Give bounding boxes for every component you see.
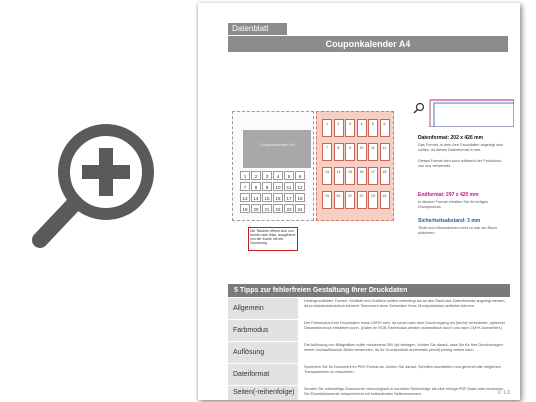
calendar-day-cell: 20 bbox=[251, 204, 261, 213]
tips-label: Seiten(-reihenfolge) bbox=[228, 386, 298, 400]
calendar-day-cell: 4 bbox=[273, 171, 283, 180]
calendar-day-cell: 24 bbox=[295, 204, 305, 213]
coupon-cell: 19 bbox=[322, 191, 332, 209]
tips-text: Speichern Sie Ihr Dokument im PDF-Format ab. Achten Sie darauf, Schriften einzubetten und generell alle möglichen Transparenzen zu reduzieren. bbox=[304, 365, 501, 374]
calendar-day-cell: 6 bbox=[295, 171, 305, 180]
coupon-cell: 7 bbox=[322, 143, 332, 161]
calendar-day-cell: 17 bbox=[284, 193, 294, 202]
calendar-day-cell: 3 bbox=[262, 171, 272, 180]
calendar-day-cell: 11 bbox=[284, 182, 294, 191]
calendar-layout-preview bbox=[228, 99, 392, 264]
tips-text: Hintergrundbilder, Farben, Verläufe und Grafiken sollten unbedingt bis an den Rand des Datenformats angelegt werden, da produktionstechnisch kleinere Toleranzen beim Schneiden Ihres Druckproduktes auftreten können. bbox=[304, 299, 506, 308]
coupon-cell: 15 bbox=[345, 167, 355, 185]
tips-row bbox=[228, 364, 510, 385]
data-format-heading: Datenformat: 202 x 426 mm bbox=[418, 135, 484, 141]
calendar-day-cell: 2 bbox=[251, 171, 261, 180]
coupon-cell: 20 bbox=[334, 191, 344, 209]
tips-label: Allgemein bbox=[228, 298, 298, 319]
tips-text: Senden Sie mehrseitige Dokumente chronologisch in korrekter Reihenfolge als eine einzige PDF-Datei oder benennen Sie Einzeldokumente entsprechend mit fortlaufenden Seitennummern. bbox=[304, 387, 504, 396]
cover-image-area bbox=[243, 130, 311, 168]
coupon-cell: 22 bbox=[357, 191, 367, 209]
calendar-day-cell: 14 bbox=[251, 193, 261, 202]
coupon-cell: 21 bbox=[345, 191, 355, 209]
coupon-cell: 4 bbox=[357, 119, 367, 137]
coupon-cell: 11 bbox=[368, 143, 378, 161]
coupon-cell: 13 bbox=[322, 167, 332, 185]
data-format-text: Das Format, in dem Ihre Druckdaten angelegt sein sollten, ist dieses Datenformat in mm. bbox=[418, 143, 504, 152]
tips-row bbox=[228, 386, 510, 400]
coupon-cell: 12 bbox=[380, 143, 390, 161]
tips-heading: 5 Tipps zur fehlerfreien Gestaltung Ihrer Druckdaten bbox=[228, 284, 510, 297]
calendar-day-cell: 10 bbox=[273, 182, 283, 191]
coupon-cell: 9 bbox=[345, 143, 355, 161]
coupon-cell: 18 bbox=[380, 167, 390, 185]
data-format-text-2: Dieses Format wird auch während der Produktion von uns verwendet. bbox=[418, 159, 502, 168]
calendar-day-cell: 18 bbox=[295, 193, 305, 202]
calendar-day-cell: 8 bbox=[251, 182, 261, 191]
coupon-cell: 16 bbox=[357, 167, 367, 185]
coupon-cell: 5 bbox=[368, 119, 378, 137]
tips-label: Dateiformat bbox=[228, 364, 298, 385]
calendar-day-cell: 12 bbox=[295, 182, 305, 191]
coupon-cell: 14 bbox=[334, 167, 344, 185]
cover-label: Couponkalender A4 bbox=[259, 142, 295, 147]
tips-label: Farbmodus bbox=[228, 320, 298, 341]
zoom-in-magnifier-icon[interactable] bbox=[28, 100, 158, 270]
coupon-cell: 6 bbox=[380, 119, 390, 137]
coupon-cell: 3 bbox=[345, 119, 355, 137]
tips-label: Auflösung bbox=[228, 342, 298, 363]
tips-text: Die Auflösung von Bildgrafiken sollte mindestens 300 dpi betragen. Achten Sie darauf, dass Sie für Ihre Druckvorlagen immer hochauflösende Bilder verwenden, da Ihr Druckprodukt andernfalls (leicht) pixelig wirken kann. bbox=[304, 343, 503, 352]
safety-margin-text: Texte und Informationen nicht zu nah am Rand platzieren. bbox=[418, 226, 497, 235]
calendar-day-cell: 22 bbox=[273, 204, 283, 213]
coupon-cell: 2 bbox=[334, 119, 344, 137]
calendar-day-cell: 16 bbox=[273, 193, 283, 202]
end-format-heading: Endformat: 297 x 420 mm bbox=[418, 192, 479, 198]
tips-row bbox=[228, 342, 510, 363]
pocket-note: Die Taschen öffnen sich von rechts nach links, ausgehend von der Kante mit der Zuordnung bbox=[248, 227, 298, 251]
calendar-day-cell: 21 bbox=[262, 204, 272, 213]
calendar-day-cell: 9 bbox=[262, 182, 272, 191]
format-corner-diagram bbox=[410, 99, 514, 127]
product-title: Couponkalender A4 bbox=[228, 36, 508, 52]
calendar-day-cell: 19 bbox=[240, 204, 250, 213]
coupon-cell: 10 bbox=[357, 143, 367, 161]
format-specs bbox=[410, 99, 514, 264]
coupon-cell: 24 bbox=[380, 191, 390, 209]
tips-text: Der Farbmodus Ihrer Druckdaten muss CMYK sein, da sonst nach dem Druckvorgang ein (leicht) veränderter, optischer Gesamteindruck entstehen kann. (Daten im RGB-Farbmodus werden automatisch durch uns nach CMYK konvertiert.) bbox=[304, 321, 506, 330]
calendar-day-cell: 5 bbox=[284, 171, 294, 180]
tips-row bbox=[228, 320, 510, 341]
datasheet-tab: Datenblatt bbox=[228, 23, 287, 35]
coupon-cell: 17 bbox=[368, 167, 378, 185]
calendar-day-cell: 23 bbox=[284, 204, 294, 213]
datasheet-page[interactable] bbox=[198, 3, 520, 400]
safety-margin-heading: Sicherheitsabstand: 3 mm bbox=[418, 218, 481, 224]
tips-row bbox=[228, 298, 510, 319]
calendar-day-cell: 1 bbox=[240, 171, 250, 180]
calendar-day-cell: 13 bbox=[240, 193, 250, 202]
end-format-text: In diesem Format erhalten Sie Ihr fertiges Druckprodukt. bbox=[418, 200, 488, 209]
calendar-day-cell: 7 bbox=[240, 182, 250, 191]
coupon-cell: 1 bbox=[322, 119, 332, 137]
coupon-cell: 8 bbox=[334, 143, 344, 161]
page-number: V. 1.0 bbox=[497, 390, 510, 396]
coupon-cell: 23 bbox=[368, 191, 378, 209]
calendar-day-cell: 15 bbox=[262, 193, 272, 202]
